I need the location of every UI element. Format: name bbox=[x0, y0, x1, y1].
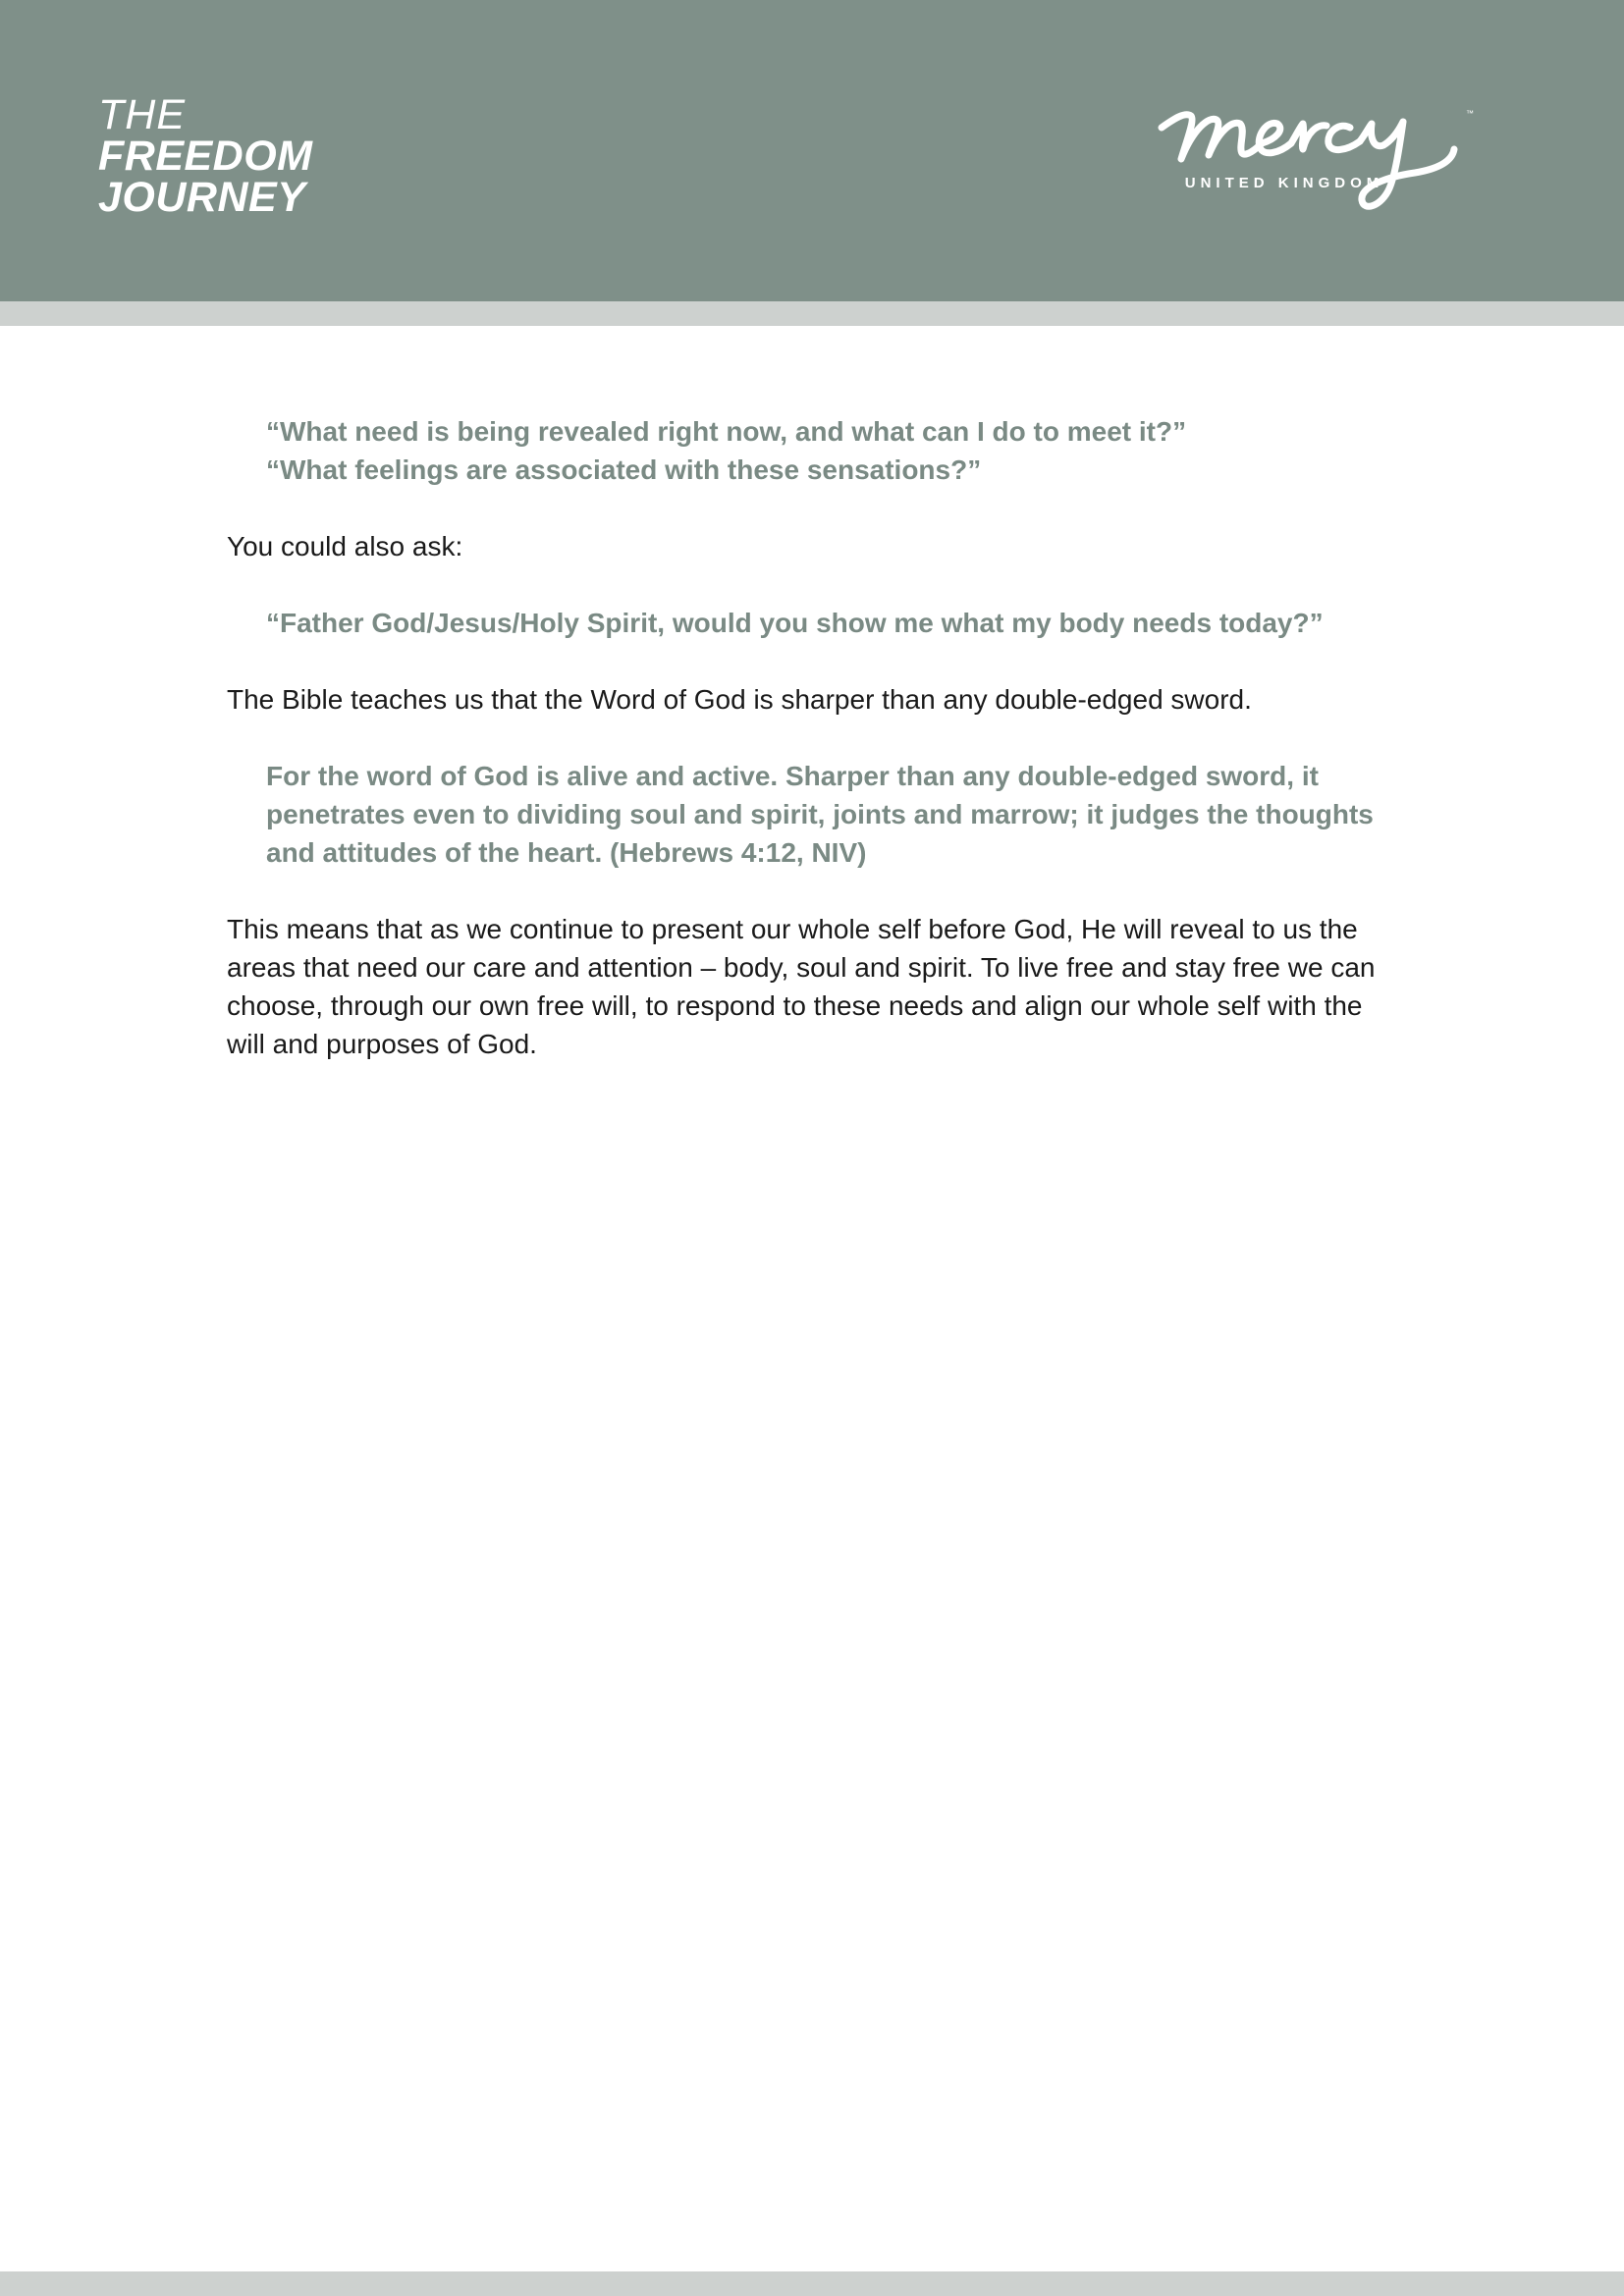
question-two: “What feelings are associated with these sensations?” bbox=[266, 454, 982, 485]
brand-line-the: THE bbox=[98, 91, 186, 138]
scripture-quote: For the word of God is alive and active. Sharper than any double-edged sword, it penetrates even to dividing soul and spirit, joints and marrow; it judges the thoughts and attitudes of the heart. (Hebrews 4:12, NIV) bbox=[266, 761, 1374, 868]
main-content bbox=[227, 412, 1405, 1063]
brand-line-freedom: FREEDOM bbox=[98, 133, 313, 180]
logo-tm-mark: ™ bbox=[1466, 109, 1474, 118]
header-banner bbox=[0, 0, 1624, 301]
mercy-logo bbox=[1154, 90, 1537, 228]
bible-intro-text: The Bible teaches us that the Word of God is sharper than any double-edged sword. bbox=[227, 684, 1252, 715]
question-one: “What need is being revealed right now, and what can I do to meet it?” bbox=[266, 416, 1187, 447]
also-ask-text: You could also ask: bbox=[227, 531, 463, 561]
footer-strip bbox=[0, 2271, 1624, 2296]
closing-paragraph: This means that as we continue to present our whole self before God, He will reveal to us the areas that need our care and attention – body, soul and spirit. To live free and stay free we can choose, through our own free will, to respond to these needs and align our whole self with the will and purposes of God. bbox=[227, 914, 1376, 1059]
brand-line-journey: JOURNEY bbox=[98, 174, 306, 221]
logo-subtitle: UNITED KINGDOM bbox=[1184, 175, 1384, 191]
header-divider-strip bbox=[0, 301, 1624, 326]
freedom-journey-title bbox=[98, 91, 313, 221]
prayer-quote: “Father God/Jesus/Holy Spirit, would you show me what my body needs today?” bbox=[266, 608, 1324, 638]
